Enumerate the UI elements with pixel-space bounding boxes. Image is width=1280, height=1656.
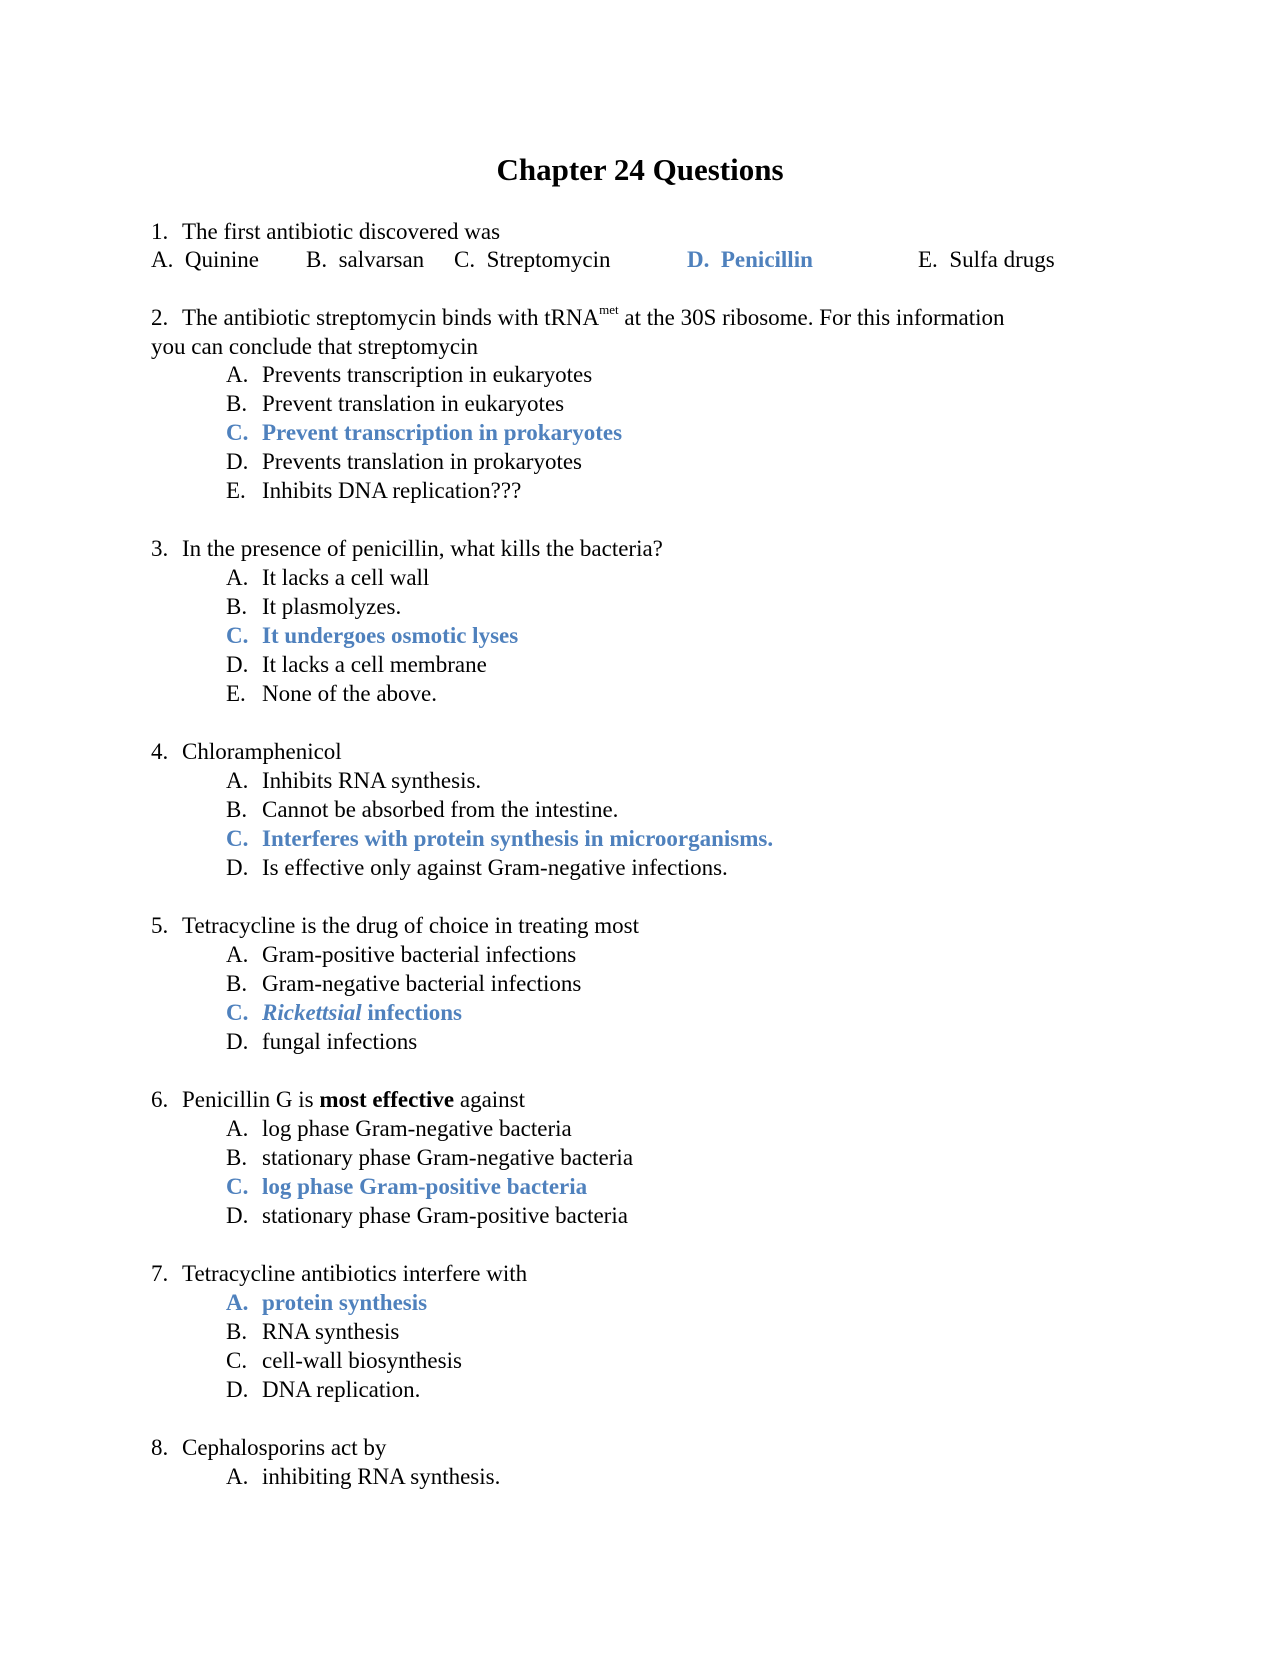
option-c-correct: C. Prevent transcription in prokaryotes [226, 420, 623, 445]
question-number: 6. [151, 1087, 169, 1112]
option-d: D. stationary phase Gram-positive bacteria [226, 1203, 628, 1228]
option-c-correct: C. Rickettsial infections [226, 1000, 462, 1025]
question-number: 7. [151, 1261, 169, 1286]
option-a-correct: A. protein synthesis [226, 1290, 428, 1315]
option-b: B. It plasmolyzes. [226, 594, 402, 619]
italic-term: Rickettsial [262, 1000, 362, 1025]
option-c: C. Streptomycin [454, 247, 611, 272]
question-number: 2. [151, 305, 169, 330]
option-c-correct: C. Interferes with protein synthesis in microorganisms. [226, 826, 774, 851]
option-c-correct: C. It undergoes osmotic lyses [226, 623, 519, 648]
question-4 [151, 738, 342, 766]
question-6: 6. Penicillin G is most effective against [151, 1087, 526, 1112]
question-1-options [0, 246, 1280, 274]
question-text: The first antibiotic discovered was [182, 219, 501, 244]
option-d: D. DNA replication. [226, 1377, 421, 1402]
question-text: Tetracycline is the drug of choice in treating most [182, 913, 639, 938]
option-a: A. It lacks a cell wall [226, 565, 430, 590]
question-2: 2. The antibiotic streptomycin binds with tRNA$^{met}$ at the 30S ribosome. For this information [151, 302, 1005, 330]
question-8 [151, 1434, 386, 1462]
option-b: B. Prevent translation in eukaryotes [226, 391, 565, 416]
option-a: A. Prevents transcription in eukaryotes [226, 362, 593, 387]
option-d: D. fungal infections [226, 1029, 418, 1054]
question-5 [151, 912, 639, 940]
page-title: Chapter 24 Questions [496, 152, 784, 187]
question-text: Tetracycline antibiotics interfere with [182, 1261, 528, 1286]
question-text: Chloramphenicol [182, 739, 342, 764]
option-e: E. Sulfa drugs [918, 247, 1055, 272]
option-a: A. log phase Gram-negative bacteria [226, 1116, 572, 1141]
option-a: A. Gram-positive bacterial infections [226, 942, 577, 967]
option-a: A. inhibiting RNA synthesis. [226, 1464, 501, 1489]
option-e: E. None of the above. [226, 681, 437, 706]
option-b: B. Cannot be absorbed from the intestine. [226, 797, 619, 822]
option-d-correct: D. Penicillin [687, 247, 813, 272]
question-number: 1. [151, 219, 169, 244]
option-a: A. Inhibits RNA synthesis. [226, 768, 482, 793]
question-2-continued: you can conclude that streptomycin [151, 334, 479, 359]
question-number: 5. [151, 913, 169, 938]
option-b: B. Gram-negative bacterial infections [226, 971, 582, 996]
option-d: D. Prevents translation in prokaryotes [226, 449, 583, 474]
option-c: C. cell-wall biosynthesis [226, 1348, 462, 1373]
question-number: 8. [151, 1435, 169, 1460]
option-b: B. RNA synthesis [226, 1319, 400, 1344]
option-c-correct: C. log phase Gram-positive bacteria [226, 1174, 588, 1199]
question-1 [151, 218, 500, 246]
question-number: 3. [151, 536, 169, 561]
question-number: 4. [151, 739, 169, 764]
option-e: E. Inhibits DNA replication??? [226, 478, 522, 503]
option-d: D. It lacks a cell membrane [226, 652, 487, 677]
option-b: B. stationary phase Gram-negative bacteria [226, 1145, 634, 1170]
option-b: B. salvarsan [306, 247, 425, 272]
superscript: met [599, 302, 619, 317]
question-3 [151, 535, 663, 563]
question-text: Cephalosporins act by [182, 1435, 387, 1460]
emphasis: most effective [319, 1087, 455, 1112]
option-a: A. Quinine [151, 247, 259, 272]
option-d: D. Is effective only against Gram-negative infections. [226, 855, 728, 880]
question-7 [151, 1260, 527, 1288]
question-text: In the presence of penicillin, what kills the bacteria? [182, 536, 663, 561]
